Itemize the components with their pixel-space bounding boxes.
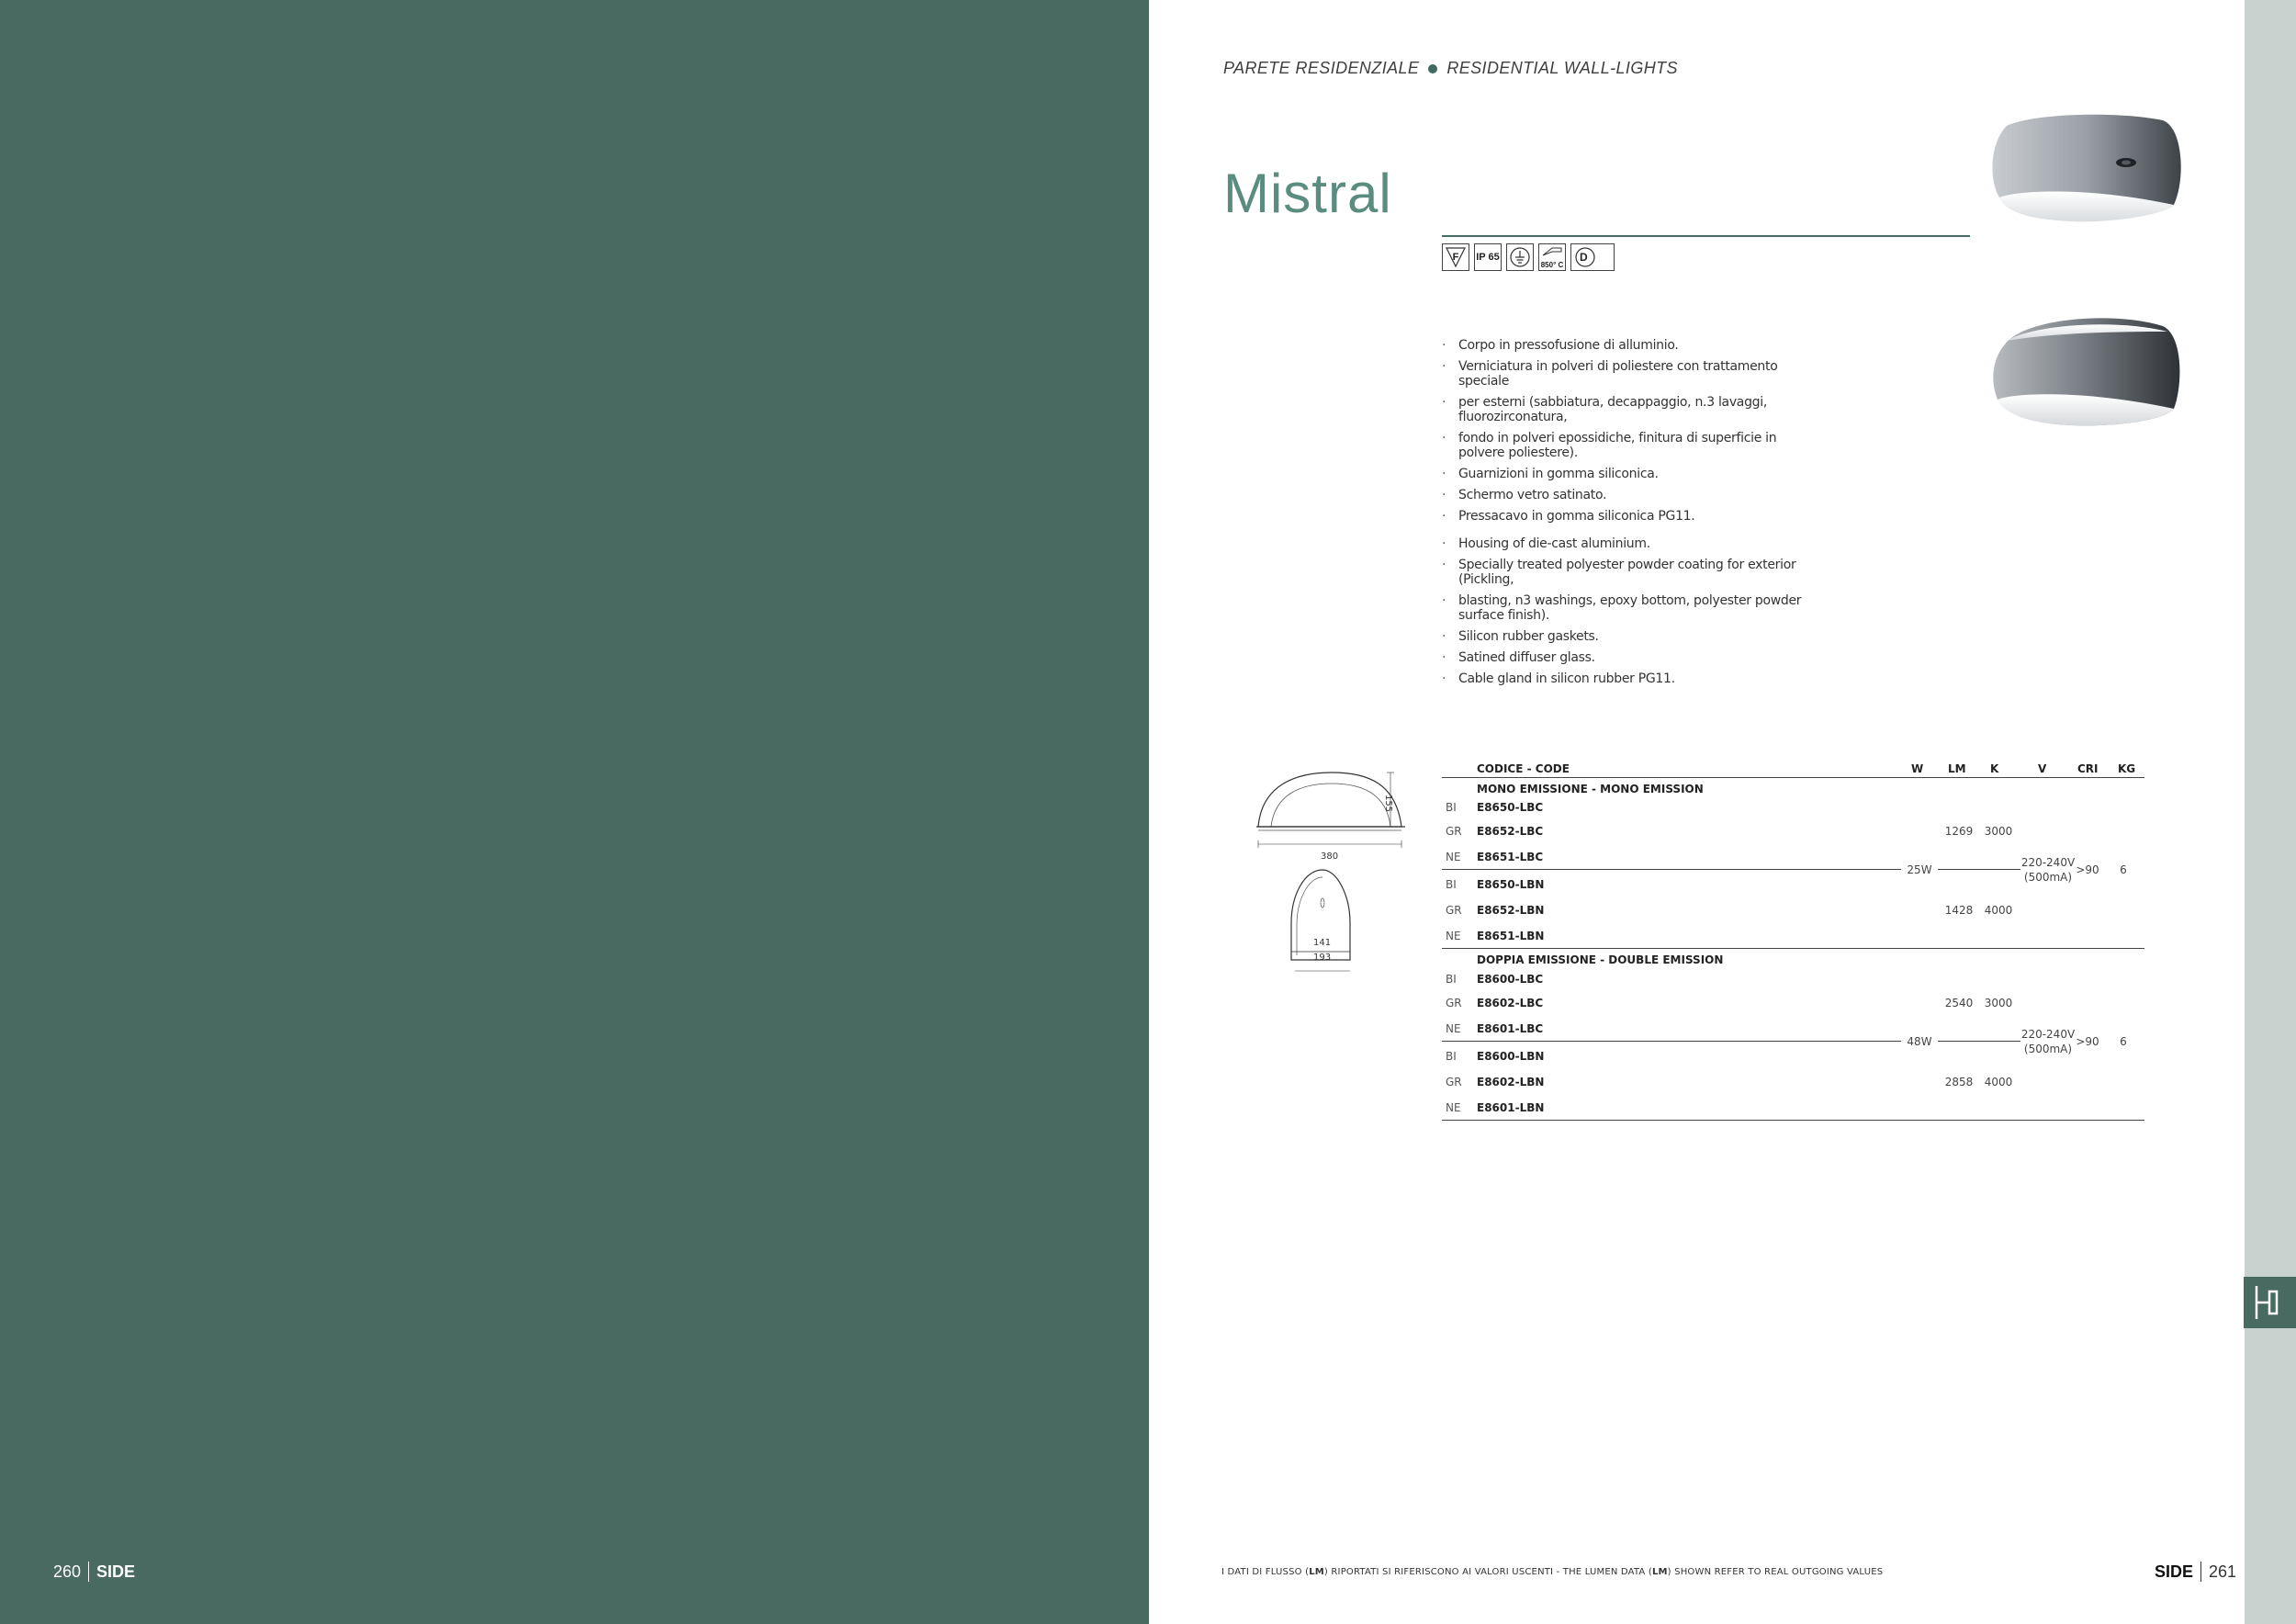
row-code: E8651-LBN	[1477, 930, 1545, 942]
wall-light-section-icon	[2253, 1284, 2286, 1321]
table-row	[1442, 900, 2144, 922]
feature-item: · fondo in polveri epossidiche, finitura di superficie in polvere poliestere).	[1442, 431, 1807, 460]
row-code: E8652-LBC	[1477, 825, 1544, 838]
dim-depth-inner: 141	[1313, 938, 1332, 948]
feature-item: · Cable gland in silicon rubber PG11.	[1442, 671, 1807, 686]
mono-current: (500mA)	[2023, 871, 2073, 884]
row-rule	[1938, 1041, 2020, 1042]
table-row	[1442, 993, 2144, 1015]
row-color: BI	[1446, 973, 1457, 986]
row-code: E8602-LBN	[1477, 1076, 1545, 1088]
page-number-left: 260	[53, 1562, 82, 1581]
note-part: ) SHOWN REFER TO REAL OUTGOING VALUES	[1667, 1567, 1884, 1577]
product-photo-bottom	[1979, 308, 2186, 441]
feature-item: · Satined diffuser glass.	[1442, 650, 1807, 665]
double-cri: >90	[2076, 1035, 2099, 1048]
row-color: NE	[1446, 851, 1461, 863]
col-v: V	[2038, 762, 2047, 775]
feature-item: · Silicon rubber gaskets.	[1442, 629, 1807, 644]
row-color: BI	[1446, 878, 1457, 891]
table-row	[1442, 926, 2144, 948]
col-lm: LM	[1948, 762, 1966, 775]
row-code: E8601-LBC	[1477, 1022, 1544, 1035]
col-cri: CRI	[2077, 762, 2099, 775]
row-rule	[1938, 869, 2020, 870]
feature-item: · Specially treated polyester powder coating for exterior (Pickling,	[1442, 558, 1807, 587]
row-color: GR	[1446, 1076, 1462, 1088]
row-code: E8601-LBN	[1477, 1101, 1545, 1114]
feature-item: · Pressacavo in gomma siliconica PG11.	[1442, 509, 1807, 524]
category-en: RESIDENTIAL WALL-LIGHTS	[1446, 59, 1678, 77]
double-k-c: 3000	[1984, 997, 2013, 1009]
product-photo-top	[1979, 106, 2186, 239]
double-title: DOPPIA EMISSIONE - DOUBLE EMISSION	[1477, 953, 1724, 966]
separator-dot-icon	[1428, 64, 1437, 73]
specification-table	[1442, 759, 2144, 1126]
row-code: E8652-LBN	[1477, 904, 1545, 917]
row-rule	[1442, 1041, 1901, 1042]
category-header	[1223, 59, 1678, 78]
mono-cri: >90	[2076, 863, 2099, 876]
features-english	[1442, 536, 1807, 693]
table-row	[1442, 821, 2144, 843]
row-code: E8650-LBN	[1477, 878, 1545, 891]
feature-item: · Corpo in pressofusione di alluminio.	[1442, 338, 1807, 353]
mono-voltage: 220-240V	[2020, 856, 2076, 869]
table-row	[1442, 1072, 2144, 1094]
title-rule	[1442, 235, 1970, 237]
mono-k-n: 4000	[1984, 904, 2013, 917]
technical-drawings	[1249, 767, 1414, 978]
mono-lm-c: 1269	[1944, 825, 1974, 838]
features-italian	[1442, 338, 1807, 530]
header-rule	[1442, 777, 2144, 778]
row-color: NE	[1446, 1101, 1461, 1114]
mono-lm-n: 1428	[1944, 904, 1974, 917]
mono-w: 25W	[1907, 863, 1932, 876]
mono-kg: 6	[2120, 863, 2127, 876]
row-color: NE	[1446, 1022, 1461, 1035]
brand-left: SIDE	[96, 1562, 136, 1581]
row-code: E8600-LBC	[1477, 973, 1544, 986]
row-rule	[1442, 869, 1901, 870]
d-mark-label: D	[1580, 251, 1588, 264]
row-color: GR	[1446, 997, 1462, 1009]
category-it: PARETE RESIDENZIALE	[1223, 59, 1420, 77]
double-lm-n: 2858	[1944, 1076, 1974, 1088]
double-voltage: 220-240V	[2020, 1028, 2076, 1041]
brand-right: SIDE	[2155, 1562, 2194, 1581]
feature-item: · Verniciatura in polveri di poliestere con trattamento speciale	[1442, 359, 1807, 389]
table-bottom-rule	[1442, 1120, 2144, 1121]
double-k-n: 4000	[1984, 1076, 2013, 1088]
col-kg: KG	[2118, 762, 2136, 775]
row-code: E8650-LBC	[1477, 801, 1544, 814]
page-number-right: 261	[2209, 1562, 2237, 1581]
row-color: GR	[1446, 825, 1462, 838]
col-k: K	[1990, 762, 1999, 775]
row-code: E8602-LBC	[1477, 997, 1544, 1009]
glow-wire-label: 850° C	[1540, 261, 1564, 269]
dim-height: 155	[1383, 794, 1394, 813]
class-earth-icon	[1506, 243, 1534, 271]
table-row	[1442, 1098, 2144, 1120]
double-kg: 6	[2120, 1035, 2127, 1048]
row-code: E8600-LBN	[1477, 1050, 1545, 1063]
section-rule	[1442, 948, 2144, 949]
footer-right	[2155, 1562, 2236, 1582]
feature-item: · Guarnizioni in gomma siliconica.	[1442, 467, 1807, 481]
row-color: BI	[1446, 801, 1457, 814]
footer-left	[53, 1562, 135, 1582]
dim-depth-outer: 193	[1313, 953, 1332, 963]
ip65-icon	[1474, 243, 1502, 271]
certification-icons	[1442, 243, 1615, 271]
mono-title: MONO EMISSIONE - MONO EMISSION	[1477, 783, 1704, 795]
feature-item: · Schermo vetro satinato.	[1442, 488, 1807, 502]
col-w: W	[1911, 762, 1924, 775]
footer-divider	[2200, 1562, 2201, 1582]
col-code: CODICE - CODE	[1477, 762, 1570, 775]
table-row	[1442, 797, 2144, 819]
note-part: I DATI DI FLUSSO (	[1221, 1567, 1310, 1577]
note-lm: LM	[1651, 1567, 1668, 1577]
product-title: Mistral	[1223, 163, 1392, 224]
row-color: NE	[1446, 930, 1461, 942]
lumen-footnote	[1221, 1567, 1883, 1577]
note-lm: LM	[1309, 1567, 1324, 1577]
table-row	[1442, 969, 2144, 991]
mono-k-c: 3000	[1984, 825, 2013, 838]
double-current: (500mA)	[2023, 1043, 2073, 1055]
f-mark-label: F	[1452, 252, 1459, 263]
note-part: ) RIPORTATI SI RIFERISCONO AI VALORI USCENTI - THE LUMEN DATA (	[1323, 1567, 1652, 1577]
feature-item: · Housing of die-cast aluminium.	[1442, 536, 1807, 551]
double-w: 48W	[1907, 1035, 1932, 1048]
d-mark-icon	[1570, 243, 1615, 271]
ip65-label: IP 65	[1476, 252, 1500, 263]
glow-wire-850-icon	[1538, 243, 1566, 271]
dim-width: 380	[1321, 851, 1339, 862]
section-tab[interactable]	[2244, 1277, 2296, 1328]
row-code: E8651-LBC	[1477, 851, 1544, 863]
feature-item: · per esterni (sabbiatura, decappaggio, n.3 lavaggi, fluorozirconatura,	[1442, 395, 1807, 424]
row-color: GR	[1446, 904, 1462, 917]
row-color: BI	[1446, 1050, 1457, 1063]
f-mark-icon	[1442, 243, 1469, 271]
footer-divider	[88, 1562, 89, 1582]
double-lm-c: 2540	[1944, 997, 1974, 1009]
right-edge-strip	[2245, 0, 2296, 1624]
feature-item: · blasting, n3 washings, epoxy bottom, polyester powder surface finish).	[1442, 593, 1807, 623]
